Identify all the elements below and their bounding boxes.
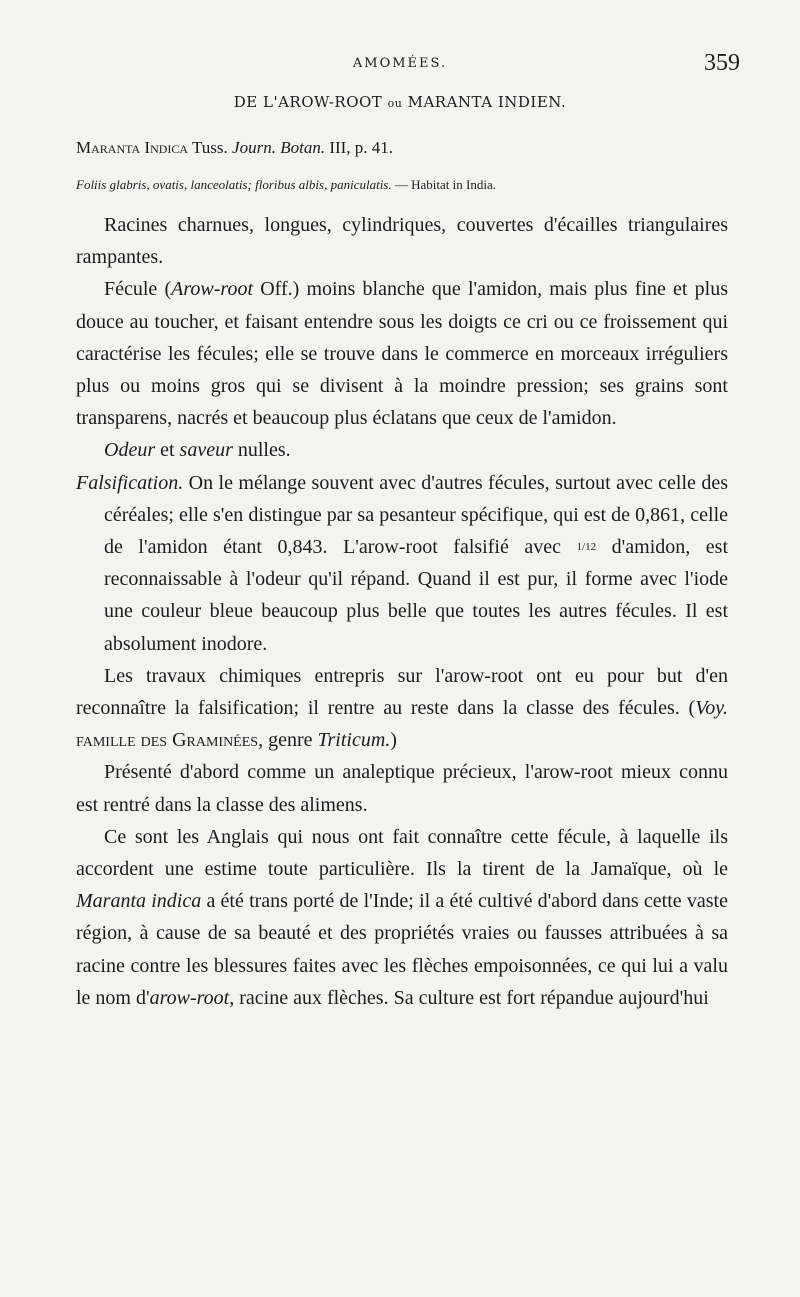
p4-label: Falsification. <box>76 471 184 494</box>
page-number: 359 <box>704 50 740 76</box>
species-volume: III, p. 41. <box>329 138 394 157</box>
section-title-part2: MARANTA INDIEN. <box>407 93 567 111</box>
p5-a: Les travaux chimiques entrepris sur l'arow-root ont eu pour but d'en reconnaître la falsification; il rentre au reste dans la classe des fécules. ( <box>76 664 728 720</box>
p5-c: ) <box>390 729 397 752</box>
p3-saveur: saveur <box>179 439 233 462</box>
diagnosis-latin: Foliis glabris, ovatis, lanceolatis; floribus albis, paniculatis. <box>76 177 392 192</box>
p5-famille: famille des Graminées <box>76 729 259 752</box>
p3-odeur: Odeur <box>104 439 156 462</box>
p2-a: Fécule ( <box>104 278 172 301</box>
paragraph-odeur <box>76 434 728 466</box>
latin-diagnosis <box>76 174 728 195</box>
p4-b: d'amidon, est reconnaissable à l'odeur qu'il répand. Quand il est pur, il forme avec l'iode une couleur bleue beaucoup plus belle que toutes les autres fécules. Il est absolument inodore. <box>104 536 729 655</box>
species-line <box>76 138 728 158</box>
p5-voy: Voy. <box>695 697 728 720</box>
paragraph-roots: Racines charnues, longues, cylindriques, couvertes d'écailles triangulaires rampantes. <box>76 214 728 269</box>
running-title: AMOMÉES. <box>352 56 448 71</box>
section-title <box>0 93 800 111</box>
paragraph-anglais <box>76 821 728 1014</box>
paragraph-travaux <box>76 660 728 757</box>
section-title-part1: DE L'AROW-ROOT <box>233 93 383 111</box>
p2-b: Off.) moins blanche que l'amidon, mais plus fine et plus douce au toucher, et faisant entendre sous les doigts ce cri ou ce froissement qui caractérise les fécules; elle se trouve dans le commerce en morceaux irréguliers plus ou moins gros qui se divisent à la moindre pression; ses grains sont transparens, nacrés et beaucoup plus éclatans que ceux de l'amidon. <box>76 278 728 430</box>
p3-rest: nulles. <box>232 439 291 462</box>
paragraph-presente: Présenté d'abord comme un analeptique précieux, l'arow-root mieux connu est rentré dans la classe des alimens. <box>76 761 728 816</box>
p7-arow: arow-root <box>149 986 230 1009</box>
p7-maranta: Maranta indica <box>76 890 202 913</box>
p7-c: , racine aux flèches. Sa culture est fort répandue aujourd'hui <box>229 986 709 1009</box>
p5-b: , genre <box>258 729 318 752</box>
section-title-ou: ou <box>387 97 403 110</box>
p3-et: et <box>155 439 180 462</box>
p2-italic: Arow-root <box>171 278 254 301</box>
p4-a: On le mélange souvent avec d'autres fécules, surtout avec celle des céréales; elle s'en distingue par sa pesanteur spécifique, qui est de 0,861, celle de l'amidon étant 0,843. L'arow-root falsifié avec <box>104 471 728 559</box>
p7-b: a été trans porté de l'Inde; il a été cultivé d'abord dans cette vaste région, à cause de sa beauté et des propriétés vraies ou fausses attribuées à sa racine contre les blessures faites avec les flèches empoisonnées, ce qui lui a valu le nom d' <box>76 890 728 1009</box>
species-name: Maranta Indica <box>76 138 189 157</box>
paragraph-fecule <box>76 273 728 434</box>
species-reference: Journ. Botan. <box>232 138 326 157</box>
diagnosis-habitat: — Habitat in India. <box>391 177 496 192</box>
species-authority: Tuss. <box>192 138 228 157</box>
p5-triticum: Triticum. <box>317 729 391 752</box>
body-text <box>76 209 728 1014</box>
page-text <box>76 138 728 1014</box>
p7-a: Ce sont les Anglais qui nous ont fait connaître cette fécule, à laquelle ils accordent une estime toute particulière. Ils la tirent de la Jamaïque, où le <box>76 825 728 881</box>
fraction: 1/12 <box>576 541 597 554</box>
paragraph-falsification <box>76 467 728 660</box>
falsification-block <box>76 467 728 660</box>
